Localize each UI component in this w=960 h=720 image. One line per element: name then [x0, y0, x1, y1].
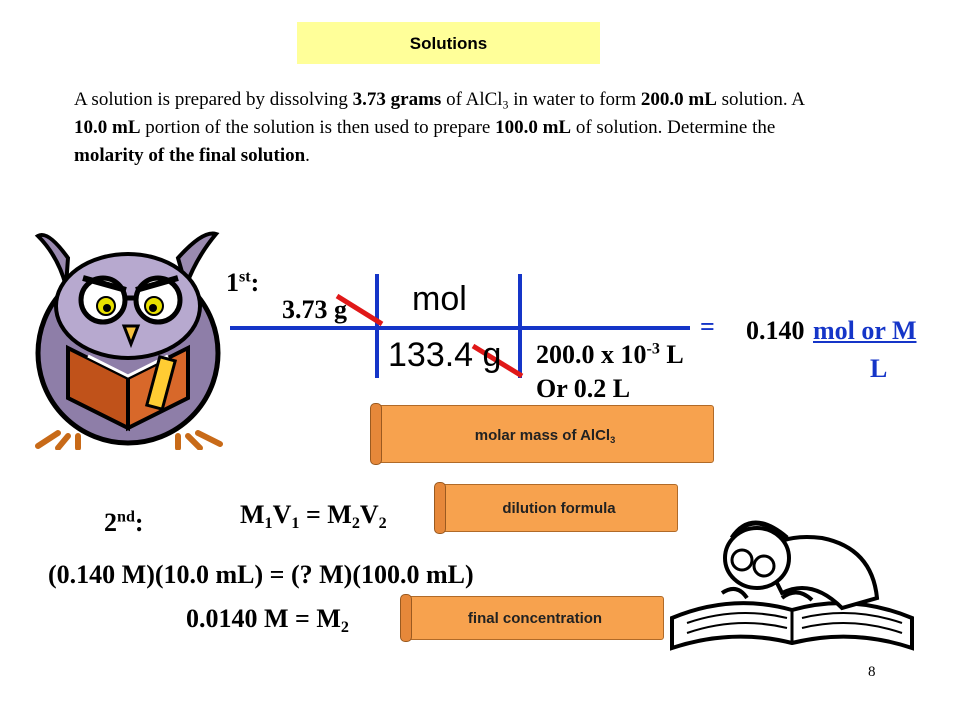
- slide-title: Solutions: [409, 34, 488, 53]
- molar-mass-denominator: 133.4 g: [388, 336, 502, 374]
- substitution-equation: (0.140 M)(10.0 mL) = (? M)(100.0 mL): [48, 560, 474, 589]
- dilution-formula-scroll: dilution formula: [440, 484, 678, 532]
- problem-text: in water to form: [508, 89, 641, 110]
- result-unit-denominator: L: [870, 354, 888, 383]
- problem-text: A solution is prepared by dissolving: [74, 89, 353, 110]
- dilution-formula: $M_1V_1 = M_2V_2$: [240, 500, 387, 532]
- final-concentration-scroll: final concentration: [406, 596, 664, 640]
- step-1-label: 1st:: [226, 268, 260, 297]
- problem-text: .: [305, 145, 310, 166]
- given-volume-3: 100.0 mL: [495, 117, 572, 138]
- problem-text: of AlCl: [441, 89, 503, 110]
- student-reading-clipart: [662, 498, 924, 658]
- volume-alternative: Or 0.2 L: [536, 374, 631, 403]
- problem-text: portion of the solution is then used to prepare: [140, 117, 496, 138]
- title-banner: [297, 22, 600, 64]
- molar-mass-scroll: molar mass of AlCl$_3$: [376, 405, 714, 463]
- page-number: 8: [868, 664, 876, 680]
- final-answer: 0.0140 $M = M_2$: [186, 604, 349, 636]
- formula-subscript: 3: [502, 98, 509, 112]
- given-volume-1: 200.0 mL: [640, 89, 717, 110]
- equals-sign: =: [700, 312, 715, 341]
- result-value: 0.140: [746, 316, 805, 345]
- mol-numerator: mol: [412, 280, 467, 318]
- given-mass-value: 3.73 g: [282, 295, 347, 324]
- result-unit: mol or M: [813, 316, 917, 345]
- step-2-label: 2nd:: [104, 508, 144, 537]
- given-volume-2: 10.0 mL: [74, 117, 141, 138]
- problem-text: solution. A: [716, 89, 804, 110]
- problem-text: of solution. Determine the: [571, 117, 776, 138]
- volume-denominator: 200.0 x $10^{-3}$ L: [536, 340, 684, 369]
- question-target: molarity of the final solution: [74, 145, 306, 166]
- owl-reading-clipart: [28, 228, 243, 450]
- problem-statement: [74, 86, 834, 170]
- given-mass: 3.73 grams: [352, 89, 442, 110]
